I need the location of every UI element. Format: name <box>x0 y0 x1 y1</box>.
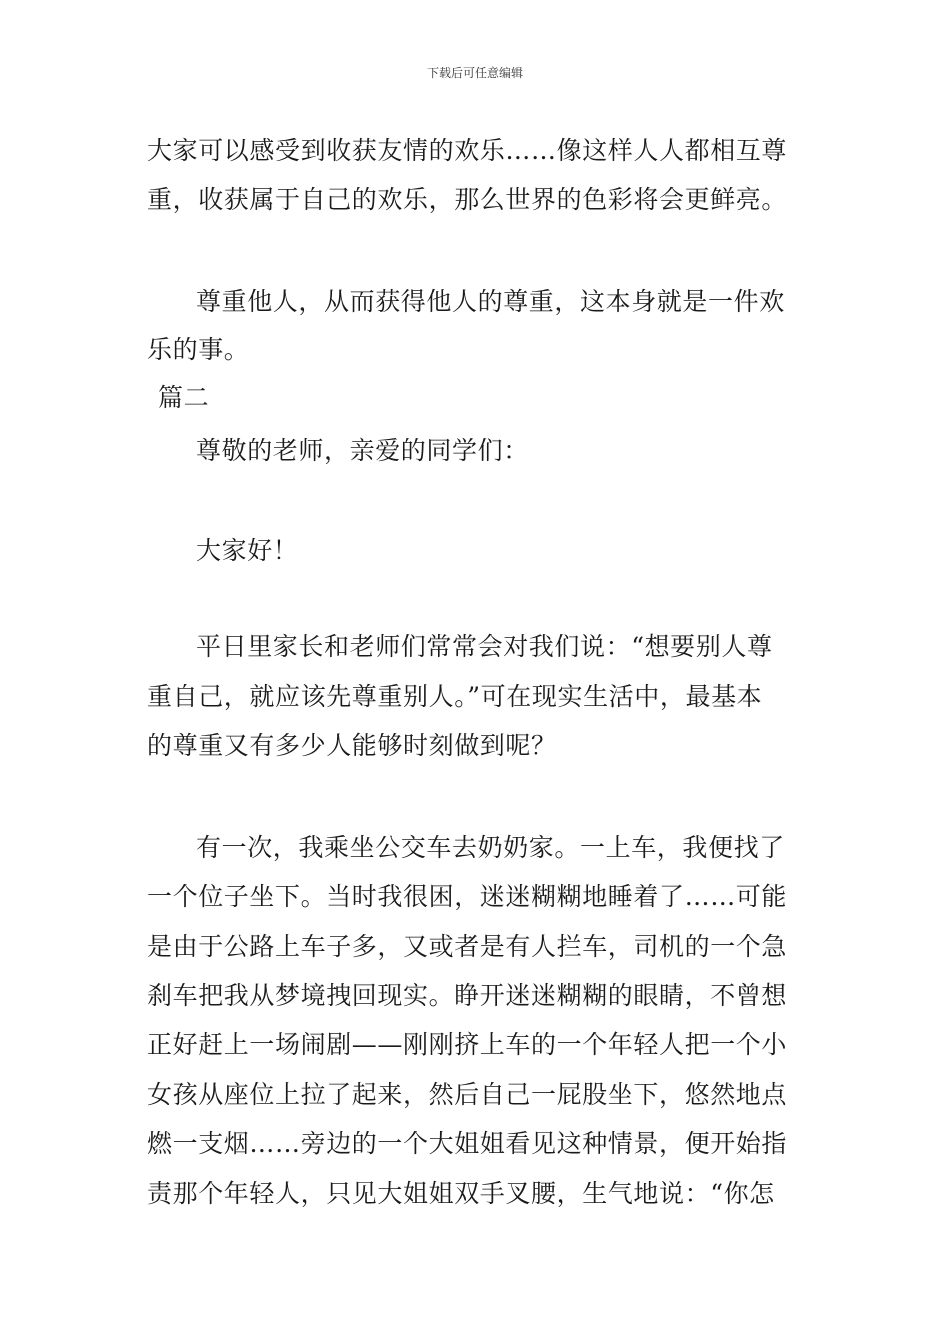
paragraph-line: 尊重他人，从而获得他人的尊重，这本身就是一件欢 <box>196 287 785 316</box>
paragraph-line: 重，收获属于自己的欢乐，那么世界的色彩将会更鲜亮。 <box>147 185 788 214</box>
section-heading: 篇二 <box>158 383 210 412</box>
salutation: 尊敬的老师，亲爱的同学们： <box>196 436 529 465</box>
paragraph-line: 燃一支烟……旁边的一个大姐姐看见这种情景，便开始指 <box>147 1129 788 1158</box>
paragraph-line: 刹车把我从梦境拽回现实。睁开迷迷糊糊的眼睛，不曾想 <box>147 981 788 1010</box>
paragraph-line: 的尊重又有多少人能够时刻做到呢？ <box>147 731 557 760</box>
paragraph-line: 一个位子坐下。当时我很困，迷迷糊糊地睡着了……可能 <box>147 882 788 911</box>
paragraph-line: 女孩从座位上拉了起来，然后自己一屁股坐下，悠然地点 <box>147 1080 788 1109</box>
paragraph-line: 大家可以感受到收获友情的欢乐……像这样人人都相互尊 <box>147 136 788 165</box>
paragraph-line: 正好赶上一场闹剧——刚刚挤上车的一个年轻人把一个小 <box>147 1030 788 1059</box>
paragraph-line: 重自己，就应该先尊重别人。”可在现实生活中，最基本 <box>147 682 763 711</box>
paragraph-line: 责那个年轻人，只见大姐姐双手叉腰，生气地说：“你怎 <box>147 1179 775 1208</box>
page-header: 下载后可任意编辑 <box>426 66 523 80</box>
greeting: 大家好！ <box>196 536 299 565</box>
paragraph-line: 是由于公路上车子多，又或者是有人拦车，司机的一个急 <box>147 932 788 961</box>
paragraph-line: 平日里家长和老师们常常会对我们说：“想要别人尊 <box>196 632 773 661</box>
paragraph-line: 乐的事。 <box>147 335 250 364</box>
paragraph-line: 有一次，我乘坐公交车去奶奶家。一上车，我便找了 <box>196 833 785 862</box>
